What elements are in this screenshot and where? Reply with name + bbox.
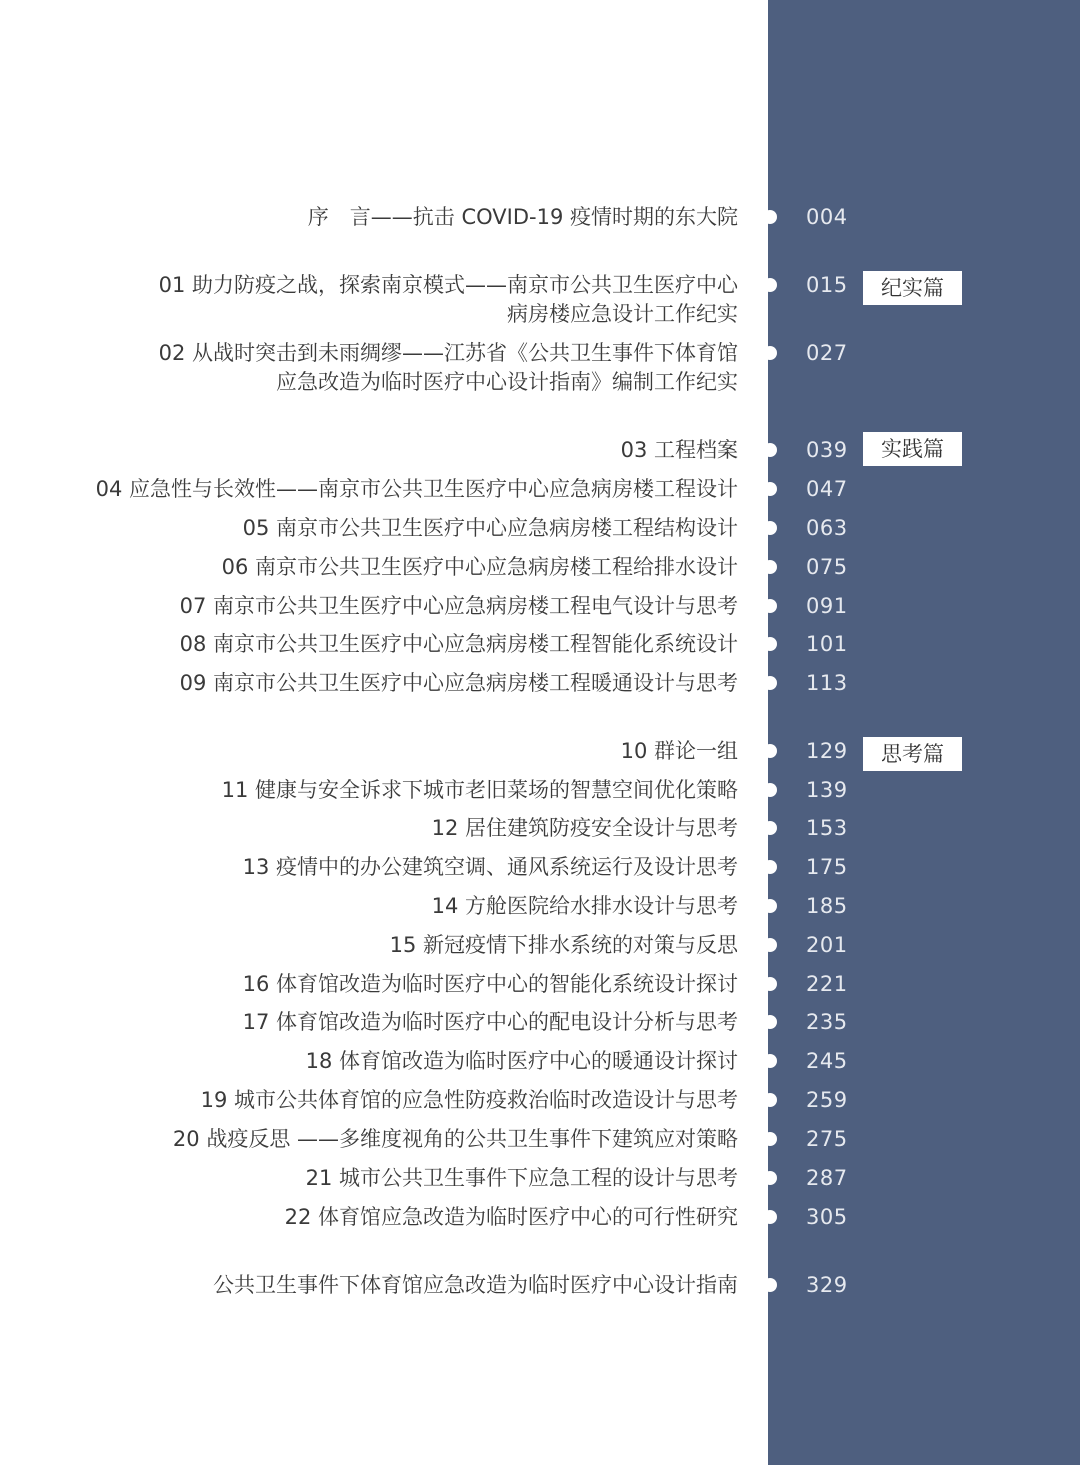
bullet-dot <box>763 482 777 496</box>
page-number: 075 <box>806 555 848 579</box>
entry-title-line: 15 新冠疫情下排水系统的对策与反思 <box>389 933 738 957</box>
page-number: 287 <box>806 1166 848 1190</box>
entry-title <box>306 1047 738 1076</box>
entry-title-line: 应急改造为临时医疗中心设计指南》编制工作纪实 <box>276 370 738 394</box>
page-number: 129 <box>806 739 848 763</box>
section-label: 实践篇 <box>863 432 962 466</box>
bullet-dot <box>763 977 777 991</box>
page-number: 004 <box>806 205 848 229</box>
page-number: 259 <box>806 1088 848 1112</box>
bullet-dot <box>763 443 777 457</box>
page-number: 015 <box>806 273 848 297</box>
entry-title-line: 09 南京市公共卫生医疗中心应急病房楼工程暖通设计与思考 <box>179 671 738 695</box>
page-number: 091 <box>806 594 848 618</box>
page-number: 235 <box>806 1010 848 1034</box>
entry-title <box>222 553 738 582</box>
page-number: 027 <box>806 341 848 365</box>
bullet-dot <box>763 521 777 535</box>
entry-title <box>243 1008 738 1037</box>
page-number: 113 <box>806 671 848 695</box>
section-label: 纪实篇 <box>863 271 962 305</box>
entry-title-line: 02 从战时突击到未雨绸缪——江苏省《公共卫生事件下体育馆 <box>158 341 738 365</box>
entry-title-line: 04 应急性与长效性——南京市公共卫生医疗中心应急病房楼工程设计 <box>95 477 738 501</box>
bullet-dot <box>763 860 777 874</box>
bullet-dot <box>763 1210 777 1224</box>
page-number: 153 <box>806 816 848 840</box>
entry-title-line: 病房楼应急设计工作纪实 <box>507 302 738 326</box>
entry-title <box>243 514 738 543</box>
entry-title-line: 19 城市公共体育馆的应急性防疫救治临时改造设计与思考 <box>200 1088 738 1112</box>
entry-title-line: 序 言——抗击 COVID-19 疫情时期的东大院 <box>307 205 738 229</box>
entry-title-line: 16 体育馆改造为临时医疗中心的智能化系统设计探讨 <box>242 972 738 996</box>
page-number: 329 <box>806 1273 848 1297</box>
bullet-dot <box>763 278 777 292</box>
bullet-dot <box>763 560 777 574</box>
entry-title <box>432 892 738 921</box>
bullet-dot <box>763 783 777 797</box>
entry-title-line: 08 南京市公共卫生医疗中心应急病房楼工程智能化系统设计 <box>179 632 738 656</box>
entry-title <box>159 271 738 329</box>
bullet-dot <box>763 1015 777 1029</box>
page-number: 175 <box>806 855 848 879</box>
bullet-dot <box>763 637 777 651</box>
entry-title <box>621 737 738 766</box>
page-number: 185 <box>806 894 848 918</box>
bullet-dot <box>763 676 777 690</box>
entry-title-line: 20 战疫反思 ——多维度视角的公共卫生事件下建筑应对策略 <box>172 1127 738 1151</box>
entry-title-line: 07 南京市公共卫生医疗中心应急病房楼工程电气设计与思考 <box>179 594 738 618</box>
bullet-dot <box>763 821 777 835</box>
entry-title <box>213 1271 738 1300</box>
bullet-dot <box>763 938 777 952</box>
entry-title-line: 12 居住建筑防疫安全设计与思考 <box>431 816 738 840</box>
bullet-dot <box>763 599 777 613</box>
page-number: 305 <box>806 1205 848 1229</box>
entry-title <box>222 776 738 805</box>
entry-title-line: 01 助力防疫之战，探索南京模式——南京市公共卫生医疗中心 <box>158 273 738 297</box>
bullet-dot <box>763 1278 777 1292</box>
entry-title <box>180 592 738 621</box>
page-number: 201 <box>806 933 848 957</box>
bullet-dot <box>763 1093 777 1107</box>
entry-title-line: 22 体育馆应急改造为临时医疗中心的可行性研究 <box>284 1205 738 1229</box>
entry-title <box>306 1164 738 1193</box>
entry-title-line: 14 方舱医院给水排水设计与思考 <box>431 894 738 918</box>
page-number: 063 <box>806 516 848 540</box>
entry-title <box>180 630 738 659</box>
page-number: 221 <box>806 972 848 996</box>
bullet-dot <box>763 744 777 758</box>
entry-title <box>308 203 738 232</box>
entry-title <box>432 814 738 843</box>
entry-title <box>159 339 738 397</box>
bullet-dot <box>763 1171 777 1185</box>
entry-title-line: 18 体育馆改造为临时医疗中心的暖通设计探讨 <box>305 1049 738 1073</box>
entry-title <box>173 1125 738 1154</box>
entry-title <box>390 931 738 960</box>
entry-title-line: 06 南京市公共卫生医疗中心应急病房楼工程给排水设计 <box>221 555 738 579</box>
entry-title <box>201 1086 738 1115</box>
entry-title <box>285 1203 738 1232</box>
page-number: 245 <box>806 1049 848 1073</box>
bullet-dot <box>763 899 777 913</box>
entry-title-line: 公共卫生事件下体育馆应急改造为临时医疗中心设计指南 <box>213 1273 738 1297</box>
entry-title <box>243 853 738 882</box>
entry-title <box>96 475 738 504</box>
page-number: 039 <box>806 438 848 462</box>
page-number: 139 <box>806 778 848 802</box>
entry-title <box>621 436 738 465</box>
entry-title-line: 21 城市公共卫生事件下应急工程的设计与思考 <box>305 1166 738 1190</box>
entry-title-line: 17 体育馆改造为临时医疗中心的配电设计分析与思考 <box>242 1010 738 1034</box>
bullet-dot <box>763 1132 777 1146</box>
entry-title <box>243 970 738 999</box>
entry-title-line: 11 健康与安全诉求下城市老旧菜场的智慧空间优化策略 <box>221 778 738 802</box>
bullet-dot <box>763 210 777 224</box>
bullet-dot <box>763 1054 777 1068</box>
bullet-dot <box>763 346 777 360</box>
section-label: 思考篇 <box>863 737 962 771</box>
page-number: 101 <box>806 632 848 656</box>
page-number: 275 <box>806 1127 848 1151</box>
entry-title-line: 03 工程档案 <box>620 438 738 462</box>
page-number: 047 <box>806 477 848 501</box>
entry-title <box>180 669 738 698</box>
entry-title-line: 13 疫情中的办公建筑空调、通风系统运行及设计思考 <box>242 855 738 879</box>
entry-title-line: 05 南京市公共卫生医疗中心应急病房楼工程结构设计 <box>242 516 738 540</box>
entry-title-line: 10 群论一组 <box>620 739 738 763</box>
